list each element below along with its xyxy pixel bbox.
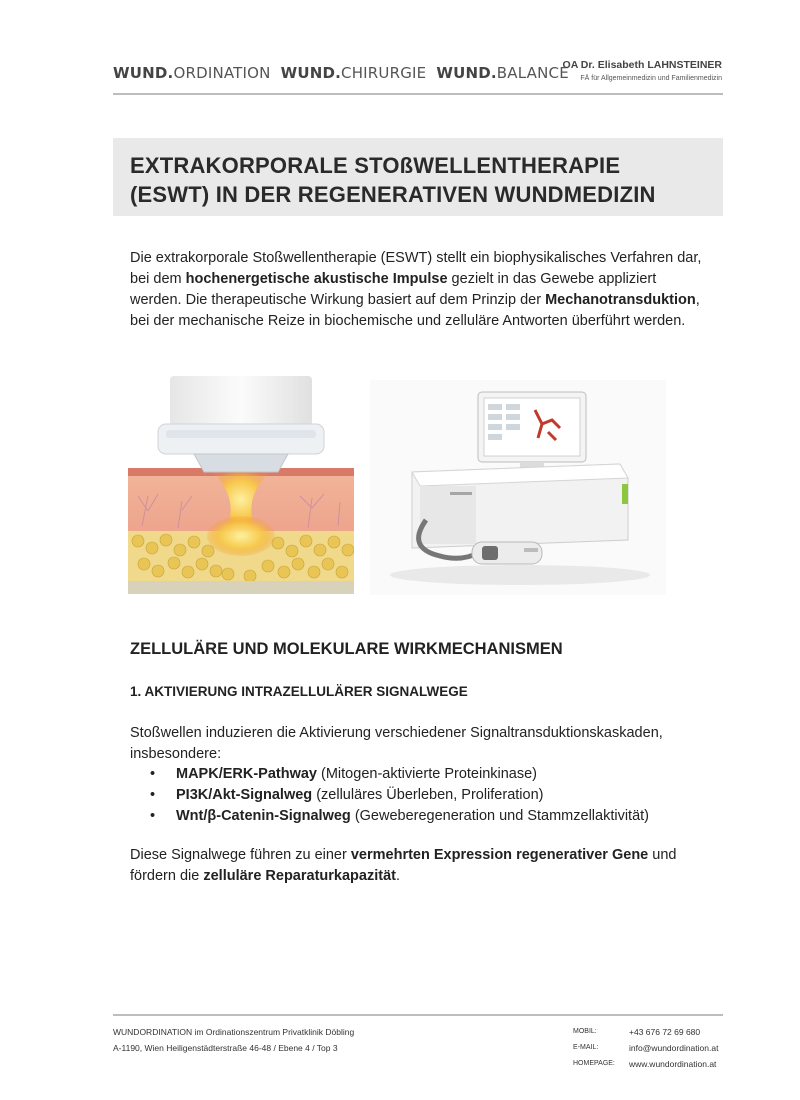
- doctor-name: OA Dr. Elisabeth LAHNSTEINER: [562, 59, 722, 71]
- intro-paragraph: Die extrakorporale Stoßwellentherapie (ESWT) stellt ein biophysikalisches Verfahren dar, bei dem hochenergetische akustische Impulse gezielt in das Gewebe appliziert werden. Die therapeutische Wirkung basiert auf dem Prinzip der Mechanotransduktion, bei der mechanische Reize in biochemische und zelluläre Antworten überführt werden.: [130, 250, 702, 329]
- footer-address: [113, 1024, 354, 1056]
- mobil-value[interactable]: +43 676 72 69 680: [629, 1027, 701, 1037]
- header-divider: [113, 93, 723, 95]
- section-heading: ZELLULÄRE UND MOLEKULARE WIRKMECHANISMEN: [130, 640, 563, 658]
- homepage-label: HOMEPAGE:: [573, 1060, 615, 1067]
- list-item: • MAPK/ERK-Pathway (Mitogen-aktivierte Proteinkinase): [150, 764, 710, 785]
- title-box: [113, 138, 723, 216]
- email-link[interactable]: info@wundordination.at: [629, 1043, 719, 1053]
- list-item: • Wnt/β-Catenin-Signalweg (Geweberegeneration und Stammzellaktivität): [150, 806, 710, 827]
- mobil-label: MOBIL:: [573, 1028, 597, 1035]
- footer-address-line: A-1190, Wien Heiligenstädterstraße 46-48 / Ebene 4 / Top 3: [113, 1043, 338, 1053]
- footer-practice-line: WUNDORDINATION im Ordinationszentrum Privatklinik Döbling: [113, 1027, 355, 1037]
- section-closing-paragraph: Diese Signalwege führen zu einer vermehrten Expression regenerativer Gene und fördern die zelluläre Reparaturkapazität.: [130, 847, 677, 884]
- homepage-link[interactable]: www.wundordination.at: [629, 1059, 717, 1069]
- footer-divider: [113, 1014, 723, 1016]
- brand-logo: WUND.ORDINATION WUND.CHIRURGIE WUND.BALANCE: [113, 64, 569, 82]
- footer-contact: [573, 1024, 718, 1072]
- section-lead-paragraph: Stoßwellen induzieren die Aktivierung verschiedener Signaltransduktionskaskaden, insbesondere:: [130, 725, 663, 762]
- eswt-device-photo: [370, 380, 666, 595]
- email-label: E-MAIL:: [573, 1044, 599, 1051]
- list-item: • PI3K/Akt-Signalweg (zelluläres Überleben, Proliferation): [150, 785, 710, 806]
- eswt-applicator-illustration: [128, 376, 354, 594]
- doctor-info: [563, 59, 722, 82]
- subsection-heading: 1. AKTIVIERUNG INTRAZELLULÄRER SIGNALWEGE: [130, 684, 468, 699]
- signalwege-list: [150, 764, 710, 827]
- doctor-title: FÄ für Allgemeinmedizin und Familienmedizin: [580, 75, 722, 82]
- page-title: EXTRAKORPORALE STOßWELLENTHERAPIE (ESWT) IN DER REGENERATIVEN WUNDMEDIZIN: [130, 153, 656, 207]
